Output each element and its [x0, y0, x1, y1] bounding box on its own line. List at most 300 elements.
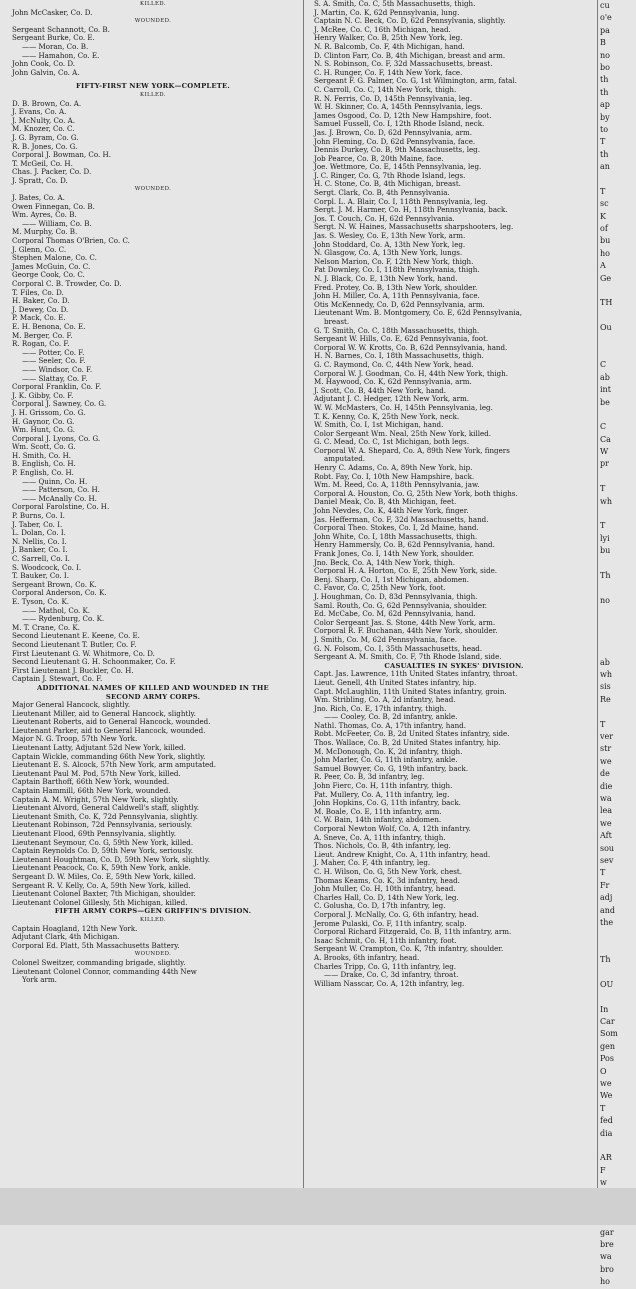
casualty-entry: J. Glenn, Co. C. — [12, 244, 67, 254]
edge-text-fragment: Aft — [600, 831, 612, 841]
casualty-entry: Lieut. Andrew Knight, Co. A, 11th infantry, head. — [314, 849, 491, 859]
edge-text-fragment: Fr — [600, 880, 610, 890]
casualty-entry: W. Smith, Co. I, 1st Michigan, hand. — [314, 420, 444, 430]
column-rule — [303, 0, 304, 1225]
casualty-entry: Lieutenant Latty, Adjutant 52d New York, killed. — [12, 743, 186, 753]
casualty-entry: Samuel Bowyer, Co. G, 19th infantry, back. — [314, 763, 469, 773]
casualty-entry: D. Clinton Farr, Co. B, 4th Michigan, breast and arm. — [314, 50, 506, 60]
casualty-entry: Otis McKennedy, Co. D, 62d Pennsylvania, arm. — [314, 299, 485, 309]
casualty-entry: T. K. Kenny, Co. K, 25th New York, neck. — [314, 411, 460, 421]
edge-text-fragment: Pos — [600, 1054, 614, 1064]
casualty-entry: Corporal R. F. Buchanan, 44th New York, shoulder. — [314, 626, 498, 636]
edge-text-fragment: of — [600, 224, 608, 234]
casualty-entry: R. B. Jones, Co. G. — [12, 141, 78, 151]
casualty-entry: S. Woodcock, Co. I. — [12, 562, 82, 572]
casualty-entry: Wm. Scott, Co. G. — [12, 442, 76, 452]
edge-text-fragment: th — [600, 75, 609, 85]
edge-text-fragment — [600, 409, 636, 421]
casualty-entry: Corporal J. Bowman, Co. H. — [12, 150, 111, 160]
casualty-entry: C. Favor, Co. C, 25th New York, foot. — [314, 583, 446, 593]
edge-text-fragment: adj — [600, 893, 613, 903]
casualty-entry: W. W. McMasters, Co. H, 145th Pennsylvania, leg. — [314, 402, 493, 412]
casualty-entry: T. Bauker, Co. I. — [12, 571, 69, 581]
edge-text-fragment — [600, 508, 636, 520]
casualty-entry: Thos. Wallace, Co. B, 2d United States infantry, hip. — [314, 738, 501, 748]
casualty-entry: Wm. Ayres, Co. B. — [12, 210, 77, 220]
casualty-entry: John Fleming, Co. D, 62d Pennsylvania, face. — [314, 136, 476, 146]
edge-text-fragment: be — [600, 397, 610, 407]
edge-text-fragment — [600, 335, 636, 347]
casualty-entry: G. C. Mead, Co. C, 1st Michigan, both legs. — [314, 437, 469, 447]
casualty-entry: Robt. McFeeter, Co. B, 2d United States infantry, side. — [314, 729, 510, 739]
edge-text-fragment: Ca — [600, 434, 611, 444]
edge-text-fragment: A — [600, 261, 606, 271]
edge-text-fragment — [600, 582, 636, 594]
casualty-entry: Lieutenant Smith, Co. K, 72d Pennsylvania, slightly. — [12, 811, 199, 821]
edge-text-fragment — [600, 173, 636, 185]
casualty-entry: J. Maher, Co. F, 4th infantry, leg. — [314, 858, 431, 868]
casualty-entry: Corporal W. J. Goodman, Co. H, 44th New York, thigh. — [314, 368, 508, 378]
casualty-entry: P. Burns, Co. I. — [12, 511, 65, 521]
edge-text-fragment: gen — [600, 1041, 616, 1051]
casualty-entry: C. Golusha, Co. D, 17th infantry, leg. — [314, 901, 446, 911]
edge-text-fragment: F — [600, 1165, 606, 1175]
casualty-entry: —— Mathol, Co. K. — [22, 605, 91, 615]
casualty-entry: Lieutenant Miller, aid to General Hancock, slightly. — [12, 708, 196, 718]
casualty-entry: Lieutenant Roberts, aid to General Hancock, wounded. — [12, 717, 211, 727]
casualty-entry: James Osgood, Co. D, 12th New Hampshire, foot. — [314, 110, 492, 120]
casualty-entry: John Cook, Co. D. — [12, 59, 76, 69]
casualty-entry: Second Lieutenant T. Butler, Co. F. — [12, 639, 137, 649]
casualty-entry: Lieutenant Houghtman, Co. D, 59th New York, slightly. — [12, 854, 211, 864]
edge-text-fragment: ab — [600, 372, 610, 382]
casualty-entry: J. Scott, Co. B, 44th New York, hand. — [314, 385, 447, 395]
edge-text-fragment: gar — [600, 1227, 614, 1237]
edge-text-fragment: Th — [600, 955, 611, 965]
casualty-entry: —— Hamahon, Co. E. — [22, 50, 100, 60]
edge-text-fragment: Ge — [600, 273, 612, 283]
edge-text-fragment: w — [600, 1178, 607, 1188]
edge-text-fragment — [600, 620, 636, 632]
casualty-entry: Robt. Fay, Co. I, 10th New Hampshire, back. — [314, 471, 475, 481]
casualty-entry: Corporal C. B. Trowder, Co. D. — [12, 279, 122, 288]
edge-text-fragment: Car — [600, 1017, 615, 1027]
casualty-entry: L. Dolan, Co. I. — [12, 528, 66, 538]
casualty-entry: —— Windsor, Co. F. — [22, 364, 93, 374]
edge-text-fragment: K — [600, 211, 606, 221]
casualty-entry: Captain N. C. Beck, Co. D, 62d Pennsylvania, slightly. — [314, 16, 506, 26]
casualty-entry: C. H. Wilson, Co. G, 5th New York, chest. — [314, 866, 463, 876]
edge-text-fragment: lea — [600, 806, 613, 816]
casualty-entry: Benj. Sharp, Co. I, 1st Michigan, abdomen. — [314, 574, 469, 584]
casualty-entry: G. N. Folsom, Co. I, 35th Massachusetts, head. — [314, 643, 483, 653]
edge-text-fragment — [600, 471, 636, 483]
casualty-entry: —— Rydenburg, Co. K. — [22, 614, 105, 624]
edge-text-fragment — [600, 942, 636, 954]
edge-text-fragment: T — [600, 521, 606, 531]
casualty-entry: Corporal Richard Fitzgerald, Co. B, 11th infantry, arm. — [314, 927, 512, 937]
casualty-entry: Lieutenant Flood, 69th Pennsylvania, slightly. — [12, 829, 176, 838]
edge-text-fragment: ver — [600, 732, 614, 742]
casualty-entry: Pat Downley, Co. I, 118th Pennsylvania, thigh. — [314, 265, 480, 275]
casualty-entry: Job Pearce, Co. B, 20th Maine, face. — [314, 153, 444, 163]
casualty-entry: Jas. S. Wesley, Co. E, 13th New York, arm. — [314, 231, 466, 241]
edge-text-fragment: wa — [600, 1252, 612, 1262]
casualty-entry: Sergt. N. W. Haines, Massachusetts sharpshooters, leg. — [314, 222, 514, 232]
edge-text-fragment: int — [600, 385, 611, 395]
casualty-entry: John Nevdes, Co. K, 44th New York, finger. — [314, 506, 469, 516]
edge-text-fragment: Th — [600, 570, 611, 580]
casualty-entry: E. Tyson, Co. K. — [12, 596, 70, 606]
casualty-entry: Frank Jones, Co. I, 14th New York, shoulder. — [314, 549, 474, 558]
casualty-entry: M. Knozer, Co. C. — [12, 124, 75, 134]
edge-text-fragment — [600, 644, 636, 656]
casualty-entry: Owen Finnegan, Co. B. — [12, 201, 95, 211]
casualty-entry: Lieutenant Colonel Gillesly, 5th Michigan, killed. — [12, 897, 188, 907]
casualty-entry: Thos. Nichols, Co. B, 4th infantry, leg. — [314, 841, 451, 851]
edge-text-fragment: cu — [600, 1, 610, 10]
casualty-entry: Corporal J. Sawney, Co. G. — [12, 399, 107, 409]
edge-text-fragment — [600, 558, 636, 570]
edge-text-fragment: th — [600, 87, 609, 97]
casualty-entry: B. English, Co. H. — [12, 459, 76, 469]
edge-text-fragment: AR — [600, 1153, 612, 1163]
casualty-entry: H. N. Barnes, Co. I, 18th Massachusetts, thigh. — [314, 351, 484, 361]
casualty-entry: Jos. T. Couch, Co. H, 62d Pennsylvania. — [314, 213, 455, 223]
casualty-entry: Second Lieutenant G. H. Schoonmaker, Co. F. — [12, 657, 176, 667]
edge-text-fragment: fed — [600, 1116, 613, 1126]
casualty-entry: A. Sneve, Co. A, 11th infantry, thigh. — [314, 832, 446, 842]
casualty-entry: Sergeant R. V. Kelly, Co. A, 59th New York, killed. — [12, 880, 191, 890]
edge-text-fragment: C — [600, 360, 607, 370]
casualty-entry: Lieutenant Seymour, Co. G, 59th New York, killed. — [12, 837, 194, 847]
edge-text-fragment: W — [600, 447, 609, 457]
casualty-entry: N. Nellis, Co. I. — [12, 536, 67, 546]
section-heading: FIFTH ARMY CORPS—GEN GRIFFIN'S DIVISION. — [54, 907, 252, 916]
edge-text-fragment: B — [600, 38, 606, 48]
casualty-entry: M. Berger, Co. F. — [12, 330, 73, 340]
casualty-entry: George Cook, Co. C. — [12, 270, 85, 280]
casualty-entry: Charles Tripp, Co. G, 11th infantry, leg. — [314, 961, 457, 971]
casualty-entry: Lieut. Genell, 4th United States infantry, hip. — [314, 677, 477, 687]
edge-text-fragment: bu — [600, 546, 611, 556]
casualty-entry: Sergeant A. M. Smith, Co. F, 7th Rhode Island, side. — [314, 652, 502, 662]
casualty-entry: Corporal W. A. Shepard, Co. A, 89th New York, fingers — [314, 445, 510, 455]
casualty-entry: Jno. Beck, Co. A, 14th New York, thigh. — [314, 557, 455, 567]
casualty-entry: Corporal Newton Wolf, Co. A, 12th infantry. — [314, 824, 471, 833]
edge-text-fragment: th — [600, 149, 609, 159]
casualty-entry: Colonel Sweitzer, commanding brigade, slightly. — [12, 957, 186, 967]
casualty-entry: J. H. Grissom, Co. G. — [12, 407, 86, 417]
casualty-entry: Captain Barthoff, 66th New York, wounded. — [12, 777, 170, 787]
casualty-entry: G. T. Smith, Co. C, 18th Massachusetts, thigh. — [314, 325, 480, 335]
casualty-entry: —— Seeler, Co. F. — [22, 356, 86, 366]
casualty-entry: Daniel Meak, Co. B, 4th Michigan, feet. — [314, 497, 457, 507]
casualty-entry: Capt. McLaughlin, 11th United States infantry, groin. — [314, 686, 507, 696]
casualty-entry: J. Taber, Co. I. — [12, 519, 63, 529]
casualty-entry: Second Lieutenant E. Keene, Co. E. — [12, 631, 140, 641]
article-column-edge — [600, 0, 636, 1289]
casualty-entry: Corporal Theo. Stokes, Co. I, 2d Maine, hand. — [314, 523, 479, 533]
casualty-entry: John White, Co. I, 18th Massachusetts, thigh. — [314, 531, 478, 541]
casualty-entry: J. C. Ringer, Co. G, 7th Rhode Island, legs. — [314, 170, 466, 180]
casualty-entry: Sergt. J. M. Harmer, Co. H, 118th Pennsylvania, back. — [314, 205, 508, 215]
casualty-entry: —— Moran, Co. B. — [22, 41, 89, 51]
casualty-entry: Ed. McCabe, Co. M, 62d Pennsylvania, hand. — [314, 609, 476, 619]
casualty-entry: Adjutant Clark, 4th Michigan. — [12, 932, 120, 942]
casualty-entry: breast. — [324, 316, 350, 326]
casualty-entry: R. Rogan, Co. F. — [12, 339, 70, 349]
subheading: KILLED. — [140, 916, 166, 923]
casualty-entry: J. McNulty, Co. A. — [12, 115, 75, 125]
casualty-entry: H. C. Stone, Co. B, 4th Michigan, breast. — [314, 179, 461, 189]
edge-text-fragment: OU — [600, 979, 614, 989]
casualty-entry: Lieutenant Robinson, 72d Pennsylvania, seriously. — [12, 820, 193, 830]
casualty-entry: N. Glasgow, Co. A, 13th New York, lungs. — [314, 248, 463, 258]
edge-text-fragment: In — [600, 1004, 609, 1014]
casualty-entry: C. Sarrell, Co. I. — [12, 554, 70, 563]
edge-text-fragment: we — [600, 818, 612, 828]
casualty-entry: Henry C. Adams, Co. A, 89th New York, hip. — [314, 463, 473, 473]
section-heading: CASUALTIES IN SYKES' DIVISION. — [384, 661, 524, 670]
casualty-entry: —— Patterson, Co. H. — [22, 485, 100, 495]
casualty-entry: M. Haywood, Co. K, 62d Pennsylvania, arm. — [314, 377, 472, 387]
edge-text-fragment: die — [600, 781, 613, 791]
casualty-entry: Jas. J. Brown, Co. D, 62d Pennsylvania, arm. — [314, 127, 473, 137]
casualty-entry: D. B. Brown, Co. A. — [12, 98, 82, 108]
casualty-entry: Thomas Keams, Co. K, 3d infantry, head. — [314, 875, 460, 885]
edge-text-fragment: wa — [600, 794, 612, 803]
casualty-entry: Corporal Anderson, Co. K. — [12, 588, 107, 598]
casualty-entry: amputated. — [324, 454, 365, 464]
section-heading: FIFTY-FIRST NEW YORK—COMPLETE. — [76, 82, 230, 91]
casualty-entry: Sergeant Burke, Co. E. — [12, 33, 95, 43]
casualty-entry: G. C. Raymond, Co. C, 44th New York, head. — [314, 359, 474, 369]
casualty-entry: Sergeant D. W. Miles, Co. E, 59th New York, killed. — [12, 871, 196, 881]
casualty-entry: Lieutenant Paul M. Pod, 57th New York, killed. — [12, 768, 181, 778]
casualty-entry: J. Spratt, Co. D. — [12, 175, 68, 185]
casualty-entry: J. Smith, Co. M, 62d Pennsylvania, face. — [314, 634, 458, 644]
casualty-entry: First Lieutenant G. W. Whitmore, Co. D. — [12, 648, 155, 658]
casualty-entry: P. English, Co. H. — [12, 468, 74, 478]
edge-text-fragment: wh — [600, 496, 612, 506]
section-heading: ADDITIONAL NAMES OF KILLED AND WOUNDED IN THE — [37, 683, 269, 692]
casualty-entry: C. W. Bain, 14th infantry, abdomen. — [314, 815, 442, 825]
casualty-entry: Corporal Thomas O'Brien, Co. C. — [12, 236, 130, 246]
edge-text-fragment: and — [600, 905, 616, 915]
casualty-entry: Jas. Hefferman, Co. F, 32d Massachusetts, hand. — [314, 514, 489, 524]
casualty-entry: Pat. Mullery, Co. A, 11th infantry, leg. — [314, 789, 450, 799]
casualty-entry: York arm. — [22, 975, 57, 985]
casualty-entry: Wm. M. Reed, Co. A, 118th Pennsylvania, jaw. — [314, 480, 480, 490]
edge-text-fragment: We — [600, 1091, 613, 1101]
edge-text-fragment: sev — [600, 855, 614, 865]
casualty-entry: Captain Wickle, commanding 66th New York, slightly. — [12, 751, 206, 761]
casualty-entry: Wm. Stribling, Co. A, 2d infantry, head. — [314, 695, 456, 705]
casualty-entry: N. S. Robinson, Co. F, 32d Massachusetts, breast. — [314, 59, 493, 69]
casualty-entry: Corporal H. A. Horton, Co. E, 25th New York, side. — [314, 566, 498, 576]
edge-text-fragment: sou — [600, 843, 615, 853]
casualty-entry: Corporal Ed. Platt, 5th Massachusetts Battery. — [12, 940, 180, 950]
edge-text-fragment — [600, 929, 636, 941]
edge-text-fragment: bre — [600, 1240, 614, 1250]
edge-text-fragment: dia — [600, 1128, 613, 1138]
edge-text-fragment — [600, 632, 636, 644]
casualty-entry: Corpl. L. A. Blair, Co. I, 118th Pennsylvania, leg. — [314, 196, 488, 206]
casualty-entry: Sergeant Brown, Co. K. — [12, 579, 97, 589]
subheading: WOUNDED. — [134, 18, 172, 25]
casualty-entry: Stephen Malone, Co. C. — [12, 253, 97, 263]
casualty-entry: First Lieutenant J. Buckler, Co. H. — [12, 665, 134, 675]
casualty-entry: Sergeant Schannott, Co. B. — [12, 24, 110, 34]
casualty-entry: Chas. J. Packer, Co. D. — [12, 167, 92, 177]
casualty-entry: M. T. Crane, Co. K. — [12, 622, 80, 632]
casualty-entry: E. H. Benona, Co. E. — [12, 321, 86, 331]
casualty-entry: Captain Hammill, 66th New York, wounded. — [12, 786, 171, 796]
casualty-entry: Captain J. Stewart, Co. F. — [12, 674, 103, 684]
edge-text-fragment — [600, 285, 636, 297]
edge-text-fragment: ap — [600, 100, 610, 110]
casualty-entry: Samuel Fussell, Co. I, 12th Rhode Island, neck. — [314, 119, 485, 129]
edge-text-fragment: Ou — [600, 323, 612, 333]
edge-text-fragment: bu — [600, 236, 611, 246]
edge-text-fragment — [600, 991, 636, 1003]
casualty-entry: H. Gaynor, Co. G. — [12, 416, 75, 426]
edge-text-fragment: ho — [600, 1277, 610, 1287]
casualty-entry: T. Files, Co. D. — [12, 287, 64, 297]
casualty-entry: Lieutenant Colonel Connor, commanding 44th New — [12, 966, 197, 976]
casualty-entry: John H. Miller, Co. A, 11th Pennsylvania, face. — [314, 291, 480, 301]
casualty-entry: Sergeant W. Hills, Co. E, 62d Pennsylvania, foot. — [314, 334, 489, 344]
casualty-entry: Corporal J. McNally, Co. G, 6th infantry, head. — [314, 909, 479, 919]
edge-text-fragment: O — [600, 1066, 607, 1076]
casualty-entry: Henry Walker, Co. B, 25th New York, leg. — [314, 33, 463, 43]
edge-text-fragment — [600, 706, 636, 718]
column-rule — [597, 0, 598, 1225]
casualty-entry: R. N. Ferris, Co. D, 145th Pennsylvania, leg. — [314, 93, 473, 103]
edge-text-fragment: TH — [600, 298, 613, 308]
casualty-entry: Henry Hammersly, Co. B, 62d Pennsylvania, hand. — [314, 540, 495, 550]
casualty-entry: Major General Hancock, slightly. — [12, 700, 131, 710]
edge-text-fragment: ab — [600, 657, 610, 667]
casualty-entry: M. McDonough, Co. K, 2d infantry, thigh. — [314, 746, 463, 756]
edge-text-fragment: T — [600, 186, 606, 196]
subheading: KILLED. — [140, 1, 166, 7]
casualty-entry: —— Cooley, Co. B, 2d infantry, ankle. — [324, 712, 458, 722]
casualty-entry: J. Banker, Co. I. — [12, 545, 68, 555]
edge-text-fragment: Re — [600, 694, 611, 704]
edge-text-fragment — [600, 966, 636, 978]
casualty-entry: H. Smith, Co. H. — [12, 450, 72, 460]
casualty-entry: Corporal Farolstine, Co. H. — [12, 502, 110, 512]
edge-text-fragment: ho — [600, 248, 610, 258]
casualty-entry: Lieutenant Parker, aid to General Hancock, wounded. — [12, 725, 206, 735]
casualty-entry: John Galvin, Co. A. — [12, 67, 80, 77]
casualty-entry: Isaac Schmit, Co. H, 11th infantry, foot. — [314, 935, 457, 945]
casualty-column-right — [314, 0, 594, 988]
subheading: WOUNDED. — [134, 951, 172, 958]
casualty-entry: J. Houghman, Co. D, 83d Pennsylvania, thigh. — [314, 591, 478, 601]
casualty-entry: J. Martin, Co. K, 62d Pennsylvania, lung. — [314, 7, 460, 17]
casualty-entry: Lieutenant Peacock, Co. K, 59th New York, ankle. — [12, 863, 191, 873]
casualty-entry: William Nasscar, Co. A, 12th infantry, leg. — [314, 978, 465, 988]
edge-text-fragment: T — [600, 484, 606, 494]
edge-text-fragment: str — [600, 744, 612, 754]
edge-text-fragment: no — [600, 595, 610, 605]
casualty-entry: J. Evans, Co. A. — [12, 107, 67, 117]
casualty-entry: Saml. Routh, Co. G, 62d Pennsylvania, shoulder. — [314, 600, 487, 610]
casualty-entry: Lieutenant Colonel Baxter, 7th Michigan, shoulder. — [12, 889, 196, 899]
edge-text-fragment: bro — [600, 1264, 614, 1274]
edge-text-fragment: by — [600, 112, 610, 122]
casualty-entry: N. R. Balcomb, Co. F, 4th Michigan, hand. — [314, 41, 465, 51]
casualty-entry: J. Dewey, Co. D. — [12, 304, 69, 314]
casualty-entry: —— Drake, Co. C, 3d infantry, throat. — [324, 970, 459, 980]
casualty-entry: C. H. Runger, Co. F, 14th New York, face. — [314, 67, 463, 77]
casualty-entry: Color Sergeant Jas. S. Stone, 44th New York, arm. — [314, 617, 496, 627]
casualty-entry: —— Slattay, Co. F. — [22, 373, 88, 383]
casualty-entry: Nathl. Thomas, Co. A, 17th infantry, hand. — [314, 720, 466, 730]
subheading: WOUNDED. — [134, 186, 172, 193]
edge-text-fragment: lyi — [600, 533, 610, 543]
casualty-entry: Corporal Franklin, Co. F. — [12, 382, 102, 392]
casualty-entry: Sergeant F. G. Palmer, Co. G, 1st Wilmington, arm, fatal. — [314, 76, 517, 86]
casualty-entry: N. J. Black, Co. E, 13th New York, hand. — [314, 274, 458, 283]
casualty-entry: Wm. Hunt, Co. G. — [12, 425, 75, 435]
casualty-entry: James McGuin, Co. C. — [12, 261, 91, 271]
edge-text-fragment: we — [600, 756, 612, 766]
casualty-entry: M. Murphy, Co. B. — [12, 227, 78, 237]
casualty-entry: T. McGeil, Co. H. — [12, 158, 73, 168]
edge-text-fragment: o'e — [600, 13, 612, 23]
edge-text-fragment: an — [600, 162, 610, 172]
edge-text-fragment — [600, 347, 636, 359]
casualty-entry: S. A. Smith, Co. C, 5th Massachusetts, thigh. — [314, 0, 476, 8]
casualty-entry: —— Quinn, Co. H. — [22, 476, 88, 486]
casualty-entry: John Muller, Co. H, 10th infantry, head. — [314, 884, 456, 894]
casualty-entry: —— William, Co. B. — [22, 218, 92, 228]
casualty-entry: Captain Hoagland, 12th New York. — [12, 923, 138, 933]
edge-text-fragment: we — [600, 1078, 612, 1088]
casualty-entry: John McCasker, Co. D. — [12, 7, 93, 17]
casualty-entry: J. K. Gibby, Co. F. — [12, 390, 74, 400]
section-heading: SECOND ARMY CORPS. — [105, 692, 201, 701]
casualty-entry: Jno. Rich, Co. E, 17th infantry, thigh. — [314, 703, 447, 713]
edge-text-fragment — [600, 1140, 636, 1152]
casualty-entry: J. McRee, Co. C, 16th Michigan, head. — [314, 24, 451, 34]
edge-text-fragment: the — [600, 917, 614, 927]
casualty-entry: Capt. Jas. Lawrence, 11th United States infantry, throat. — [314, 669, 518, 679]
edge-text-fragment: no — [600, 50, 610, 60]
casualty-column-left — [12, 0, 294, 985]
casualty-entry: Lieutenant Alvord, General Caldwell's staff, slightly. — [12, 803, 200, 813]
casualty-entry: Captain A. M. Wright, 57th New York, slightly. — [12, 794, 179, 804]
casualty-entry: Jerome Pulaski, Co. F, 11th infantry, scalp. — [314, 918, 467, 928]
edge-text-fragment: de — [600, 769, 610, 779]
casualty-entry: Major N. G. Troop, 57th New York. — [12, 734, 138, 744]
casualty-entry: Nelson Marion, Co. F, 12th New York, thigh. — [314, 256, 474, 266]
edge-text-fragment: bo — [600, 62, 610, 72]
casualty-entry: Corporal J. Lyons, Co. G. — [12, 433, 101, 443]
casualty-entry: Corporal W. W. Krotts, Co. B, 62d Pennsylvania, hand. — [314, 342, 508, 352]
casualty-entry: J. G. Byram, Co. G. — [12, 132, 79, 142]
edge-text-fragment: T — [600, 137, 606, 147]
edge-text-fragment: wh — [600, 670, 612, 680]
casualty-entry: Sergeant W. Crampton, Co. K, 7th infantry, shoulder. — [314, 944, 504, 954]
casualty-entry: Charles Hall, Co. D, 14th New York, leg. — [314, 892, 459, 902]
edge-text-fragment: pa — [600, 25, 610, 35]
edge-text-fragment: T — [600, 719, 606, 729]
